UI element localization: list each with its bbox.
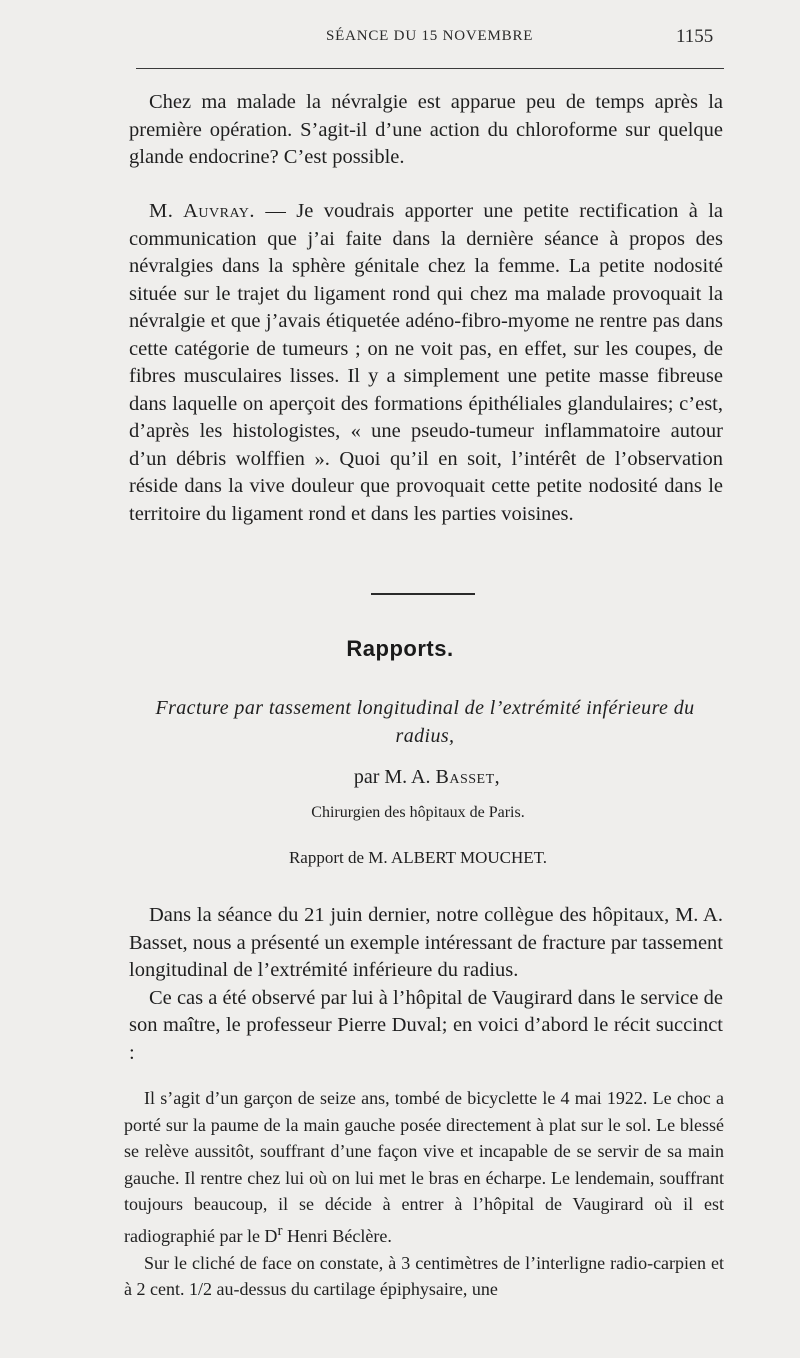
section-heading: Rapports.	[346, 636, 454, 661]
intro-block	[129, 89, 723, 172]
report-block	[129, 902, 723, 1067]
header-rule	[136, 68, 724, 69]
page-number: 1155	[676, 26, 714, 47]
speaker-name: M. Auvray.	[149, 200, 256, 222]
report-title: Fracture par tassement longitudinal de l’extrémité inférieure du radius,	[155, 697, 695, 747]
auvray-block	[129, 198, 723, 528]
author-affiliation: Chirurgien des hôpitaux de Paris.	[311, 804, 525, 821]
auvray-paragraph	[129, 198, 723, 528]
section-divider	[371, 593, 475, 595]
report-paragraph-1: Dans la séance du 21 juin dernier, notre collègue des hôpitaux, M. A. Basset, nous a présenté un exemple intéressant de fracture par tassement longitudinal de l’extrémité inférieure du radius.	[129, 904, 723, 981]
intro-paragraph: Chez ma malade la névralgie est apparue peu de temps après la première opération. S’agit-il d’une action du chloroforme sur quelque glande endocrine? C’est possible.	[129, 91, 723, 168]
case-text: Il s’agit d’un garçon de seize ans, tombé de bicyclette le 4 mai 1922. Le choc a porté sur la paume de la main gauche posée directement à plat sur le sol. Le blessé se relève aussitôt, souffrant d’une façon vive et incapable de se servir de sa main gauche. Il rentre chez lui où on lui met le bras en écharpe. Le lendemain, souffrant toujours beaucoup, il se décide à entrer à l’hôpital de Vaugirard où il est radiographié par le D	[124, 1088, 724, 1246]
running-header	[0, 24, 800, 54]
byline-prefix: par M. A.	[353, 766, 436, 788]
auvray-text: — Je voudrais apporter une petite rectification à la communication que j’ai faite dans la dernière séance à propos des névralgies dans la sphère génitale chez la femme. La petite nodosité située sur le trajet du ligament rond qui chez ma malade provoquait la névralgie et que j’avais étiquetée adéno-fibro-myome ne rentre pas dans cette catégorie de tumeurs ; on ne voit pas, en effet, sur les coupes, de fibres musculaires lisses. Il y a simplement une petite masse fibreuse dans laquelle on aperçoit des formations épithéliales glandulaires; c’est, d’après les histologistes, « une pseudo-tumeur inflammatoire autour d’un débris wolffien ». Quoi qu’il en soit, l’intérêt de l’observation réside dans la vive douleur que provoquait cette petite nodosité dans le territoire du ligament rond et dans les parties voisines.	[129, 200, 723, 525]
case-paragraph-1	[124, 1085, 724, 1250]
superscript: r	[277, 1222, 283, 1239]
case-block	[124, 1085, 724, 1303]
report-paragraph-2: Ce cas a été observé par lui à l’hôpital de Vaugirard dans le service de son maître, le professeur Pierre Duval; en voici d’abord le récit succinct :	[129, 986, 723, 1064]
case-text-end: Henri Béclère.	[282, 1225, 392, 1246]
reporter-line: Rapport de M. ALBERT MOUCHET.	[288, 848, 548, 867]
case-paragraph-2: Sur le cliché de face on constate, à 3 centimètres de l’interligne radio-carpien et à 2 cent. 1/2 au-dessus du cartilage épiphysaire, une	[124, 1252, 724, 1300]
running-title: SÉANCE DU 15 NOVEMBRE	[326, 28, 534, 44]
author-name: Basset,	[435, 766, 501, 788]
byline	[0, 766, 800, 789]
